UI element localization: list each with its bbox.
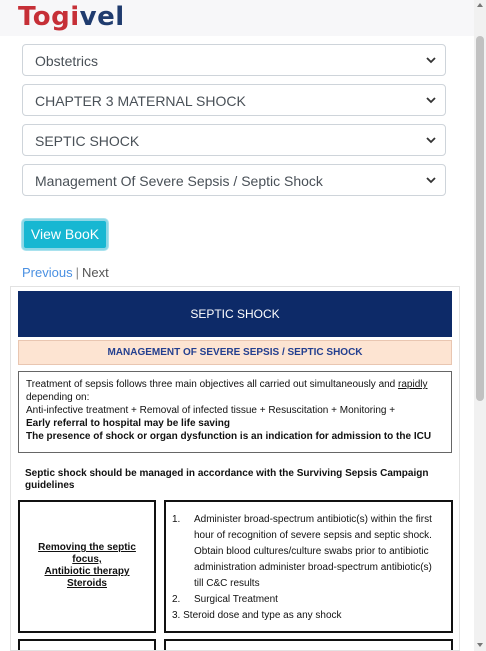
book-page bbox=[10, 286, 460, 651]
chevron-down-icon bbox=[425, 174, 437, 186]
next-category-box bbox=[18, 639, 156, 651]
section-select-value: SEPTIC SHOCK bbox=[35, 133, 140, 149]
section-select[interactable] bbox=[22, 124, 446, 156]
previous-link[interactable]: Previous bbox=[22, 265, 73, 280]
intro-line-4: Early referral to hospital may be life saving bbox=[26, 418, 230, 429]
treatment-steps-list bbox=[172, 512, 443, 608]
treatment-steps-box bbox=[164, 500, 453, 633]
chevron-down-icon bbox=[425, 134, 437, 146]
left-box-line-4: Steroids bbox=[66, 578, 107, 589]
logo-part-1: Togi bbox=[18, 2, 80, 32]
topic-select-value: Management Of Severe Sepsis / Septic Shock bbox=[35, 173, 323, 189]
page-subtitle: MANAGEMENT OF SEVERE SEPSIS / SEPTIC SHOCK bbox=[18, 340, 452, 365]
left-box-line-2: focus, bbox=[72, 554, 102, 565]
chevron-down-icon bbox=[425, 54, 437, 66]
topic-select[interactable] bbox=[22, 164, 446, 196]
logo-part-2: vel bbox=[79, 2, 125, 32]
intro-box bbox=[18, 371, 452, 453]
scroll-up-arrow-icon[interactable] bbox=[477, 3, 483, 7]
pager-separator: | bbox=[75, 265, 79, 280]
pager bbox=[22, 265, 109, 280]
scrollbar-thumb[interactable] bbox=[476, 36, 484, 401]
app-header bbox=[0, 0, 474, 36]
list-item-text: Administer broad-spectrum antibiotic(s) within the first hour of recognition of severe sepsis and septic shock. Obtain blood cultures/culture swabs prior to antibiotic administration administer broad-spectrum antibiotic(s) till C&C results bbox=[194, 514, 432, 589]
left-box-line-1: Removing the septic bbox=[38, 542, 136, 553]
page-banner-title: SEPTIC SHOCK bbox=[18, 291, 452, 337]
next-link[interactable]: Next bbox=[81, 265, 109, 280]
list-item-3: 3. Steroid dose and type as any shock bbox=[172, 610, 342, 621]
subject-select[interactable] bbox=[22, 44, 446, 76]
guidelines-text: Septic shock should be managed in accordance with the Surviving Sepsis Campaign guidelines bbox=[25, 468, 429, 491]
intro-line-3: Anti-infective treatment + Removal of infected tissue + Resuscitation + Monitoring + bbox=[26, 405, 396, 416]
intro-line-1-text: Treatment of sepsis follows three main objectives all carried out simultaneously and bbox=[26, 379, 399, 390]
vertical-scrollbar[interactable] bbox=[474, 0, 486, 651]
chevron-down-icon bbox=[425, 94, 437, 106]
list-item-text: Surgical Treatment bbox=[194, 594, 278, 605]
list-item bbox=[172, 592, 443, 608]
list-item-number: 1. bbox=[172, 514, 181, 525]
view-book-button[interactable]: View BooK bbox=[22, 219, 108, 250]
list-item bbox=[172, 512, 443, 592]
scroll-down-arrow-icon[interactable] bbox=[477, 643, 483, 647]
next-steps-box bbox=[164, 639, 453, 651]
list-item-number: 2. bbox=[172, 594, 181, 605]
subject-select-value: Obstetrics bbox=[35, 53, 99, 69]
intro-line-5: The presence of shock or organ dysfunction is an indication for admission to the ICU bbox=[26, 431, 432, 442]
chapter-select-value: CHAPTER 3 MATERNAL SHOCK bbox=[35, 93, 246, 109]
chapter-select[interactable] bbox=[22, 84, 446, 116]
intro-line-1 bbox=[26, 378, 444, 391]
treatment-category-box bbox=[18, 500, 156, 633]
left-box-line-3: Antibiotic therapy bbox=[44, 566, 130, 577]
intro-line-2: depending on: bbox=[26, 392, 90, 403]
intro-underlined-word: rapidly bbox=[398, 379, 428, 390]
togivel-logo[interactable] bbox=[18, 2, 125, 32]
